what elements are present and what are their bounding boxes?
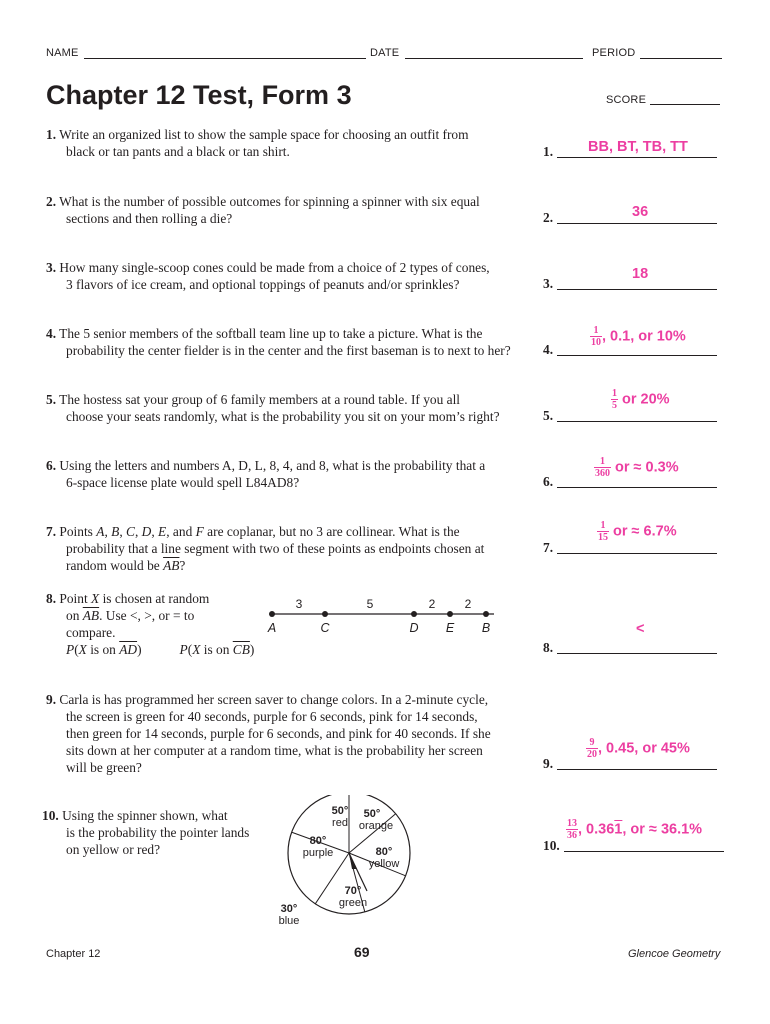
footer-publisher: Glencoe Geometry <box>628 948 721 960</box>
point-a-dot <box>269 611 275 617</box>
answer-2: 36 <box>632 204 649 220</box>
answer-4-fraction: $\frac{1}{10}$ <box>591 325 601 348</box>
question-5: 5. The hostess sat your group of 6 family members at a round table. If you all choose your seats randomly, what is the probability you sit on your mom’s right? <box>46 392 500 424</box>
answer-label-2: 2. <box>543 210 554 225</box>
footer-chapter: Chapter 12 <box>46 948 101 960</box>
point-d-dot <box>411 611 417 617</box>
answer-10-fraction: $\frac{13}{36}$ <box>567 818 577 841</box>
answer-label-9: 9. <box>543 756 554 771</box>
question-3: 3. How many single-scoop cones could be made from a choice of 2 types of cones, 3 flavors of ice cream, and optional toppings of peanuts and/or sprinkles? <box>46 260 490 292</box>
segment-length-eb: 2 <box>464 597 472 611</box>
answer-5: $\frac{1}{5}$ or 20% <box>612 388 670 411</box>
segment-length-cd: 5 <box>366 597 374 611</box>
point-b-dot <box>483 611 489 617</box>
sector-yellow-label: yellow <box>368 858 400 870</box>
question-6: 6. Using the letters and numbers A, D, L, 8, 4, and 8, what is the probability that a 6-space license plate would spell L84AD8? <box>46 458 486 490</box>
answer-9-fraction: $\frac{9}{20}$ <box>587 737 597 760</box>
answer-10: $\frac{13}{36}$ , 0.361, or ≈ 36.1% <box>567 818 703 841</box>
answer-line-5[interactable] <box>557 421 717 422</box>
name-label: NAME <box>46 47 79 59</box>
answer-label-7: 7. <box>543 540 554 555</box>
answer-7: $\frac{1}{15}$ or ≈ 6.7% <box>598 520 677 543</box>
answer-label-5: 5. <box>543 408 554 423</box>
point-c-dot <box>322 611 328 617</box>
sector-red-label: red <box>332 817 348 829</box>
answer-4: $\frac{1}{10}$ , 0.1, or 10% <box>591 325 686 348</box>
answer-line-1[interactable] <box>557 157 717 158</box>
answer-line-3[interactable] <box>557 289 717 290</box>
sector-purple-degrees: 80° <box>309 835 327 847</box>
segment-length-ac: 3 <box>295 597 303 611</box>
spinner-diagram <box>270 795 420 935</box>
sector-purple-label: purple <box>302 847 334 859</box>
period-label: PERIOD <box>592 47 636 59</box>
name-field[interactable] <box>84 58 366 59</box>
question-9: 9. Carla is has programmed her screen saver to change colors. In a 2-minute cycle, the screen is green for 40 seconds, purple for 6 seconds, pink for 14 seconds, then green for 14 seconds, purple for 6 seconds, and pink for 40 seconds. If she sits down at her computer at a random time, what is the probability her screen will be green? <box>46 692 491 775</box>
answer-label-6: 6. <box>543 474 554 489</box>
page-title: Chapter 12 Test, Form 3 <box>46 80 352 110</box>
answer-line-10[interactable] <box>564 851 724 852</box>
sector-blue-label: blue <box>278 915 300 927</box>
answer-line-7[interactable] <box>557 553 717 554</box>
sector-green-degrees: 70° <box>344 885 362 897</box>
point-label-d: D <box>409 621 419 635</box>
question-8: 8. Point X is chosen at random on $\overline{AB}$. Use <, >, or = to compare. P(X is on $\overline{AD}$) P(X is on $\overline{CB}$) <box>46 591 255 657</box>
answer-8: < <box>636 621 645 637</box>
point-label-e: E <box>445 621 455 635</box>
point-label-c: C <box>320 621 330 635</box>
answer-line-4[interactable] <box>557 355 717 356</box>
page-number: 69 <box>354 944 370 960</box>
score-field[interactable] <box>650 104 720 105</box>
answer-7-fraction: $\frac{1}{15}$ <box>598 520 608 543</box>
question-1: 1. Write an organized list to show the sample space for choosing an outfit from black or tan pants and a black or tan shirt. <box>46 127 469 159</box>
answer-label-4: 4. <box>543 342 554 357</box>
question-4: 4. The 5 senior members of the softball team line up to take a picture. What is the probability the center fielder is in the center and the first baseman is to next to her? <box>46 326 511 358</box>
sector-red-degrees: 50° <box>331 805 349 817</box>
date-label: DATE <box>370 47 400 59</box>
sector-orange-label: orange <box>358 820 394 832</box>
sector-yellow-degrees: 80° <box>375 846 393 858</box>
question-10: 10. Using the spinner shown, what is the probability the pointer lands on yellow or red? <box>42 808 250 857</box>
sector-orange-degrees: 50° <box>363 808 381 820</box>
answer-6: $\frac{1}{360}$ or ≈ 0.3% <box>595 456 679 479</box>
answer-line-9[interactable] <box>557 769 717 770</box>
answer-label-3: 3. <box>543 276 554 291</box>
answer-1: BB, BT, TB, TT <box>588 139 688 155</box>
answer-9: $\frac{9}{20}$ , 0.45, or 45% <box>587 737 690 760</box>
answer-label-8: 8. <box>543 640 554 655</box>
answer-6-fraction: $\frac{1}{360}$ <box>595 456 610 479</box>
date-field[interactable] <box>405 58 583 59</box>
question-2: 2. What is the number of possible outcomes for spinning a spinner with six equal sections and then rolling a die? <box>46 194 480 226</box>
period-field[interactable] <box>640 58 722 59</box>
answer-line-8[interactable] <box>557 653 717 654</box>
point-label-b: B <box>481 621 491 635</box>
question-7: 7. Points A, B, C, D, E, and F are coplanar, but no 3 are collinear. What is the probability that a line segment with two of these points as endpoints chosen at random would be $\overline{AB}$? <box>46 524 485 573</box>
point-label-a: A <box>267 621 277 635</box>
answer-label-1: 1. <box>543 144 554 159</box>
sector-blue-degrees: 30° <box>280 903 298 915</box>
answer-5-fraction: $\frac{1}{5}$ <box>612 388 617 411</box>
answer-line-2[interactable] <box>557 223 717 224</box>
answer-3: 18 <box>632 266 649 282</box>
sector-green-label: green <box>338 897 368 909</box>
answer-line-6[interactable] <box>557 487 717 488</box>
number-line-diagram <box>262 594 502 640</box>
segment-length-de: 2 <box>428 597 436 611</box>
score-label: SCORE <box>606 94 647 106</box>
point-e-dot <box>447 611 453 617</box>
answer-label-10: 10. <box>543 838 560 853</box>
